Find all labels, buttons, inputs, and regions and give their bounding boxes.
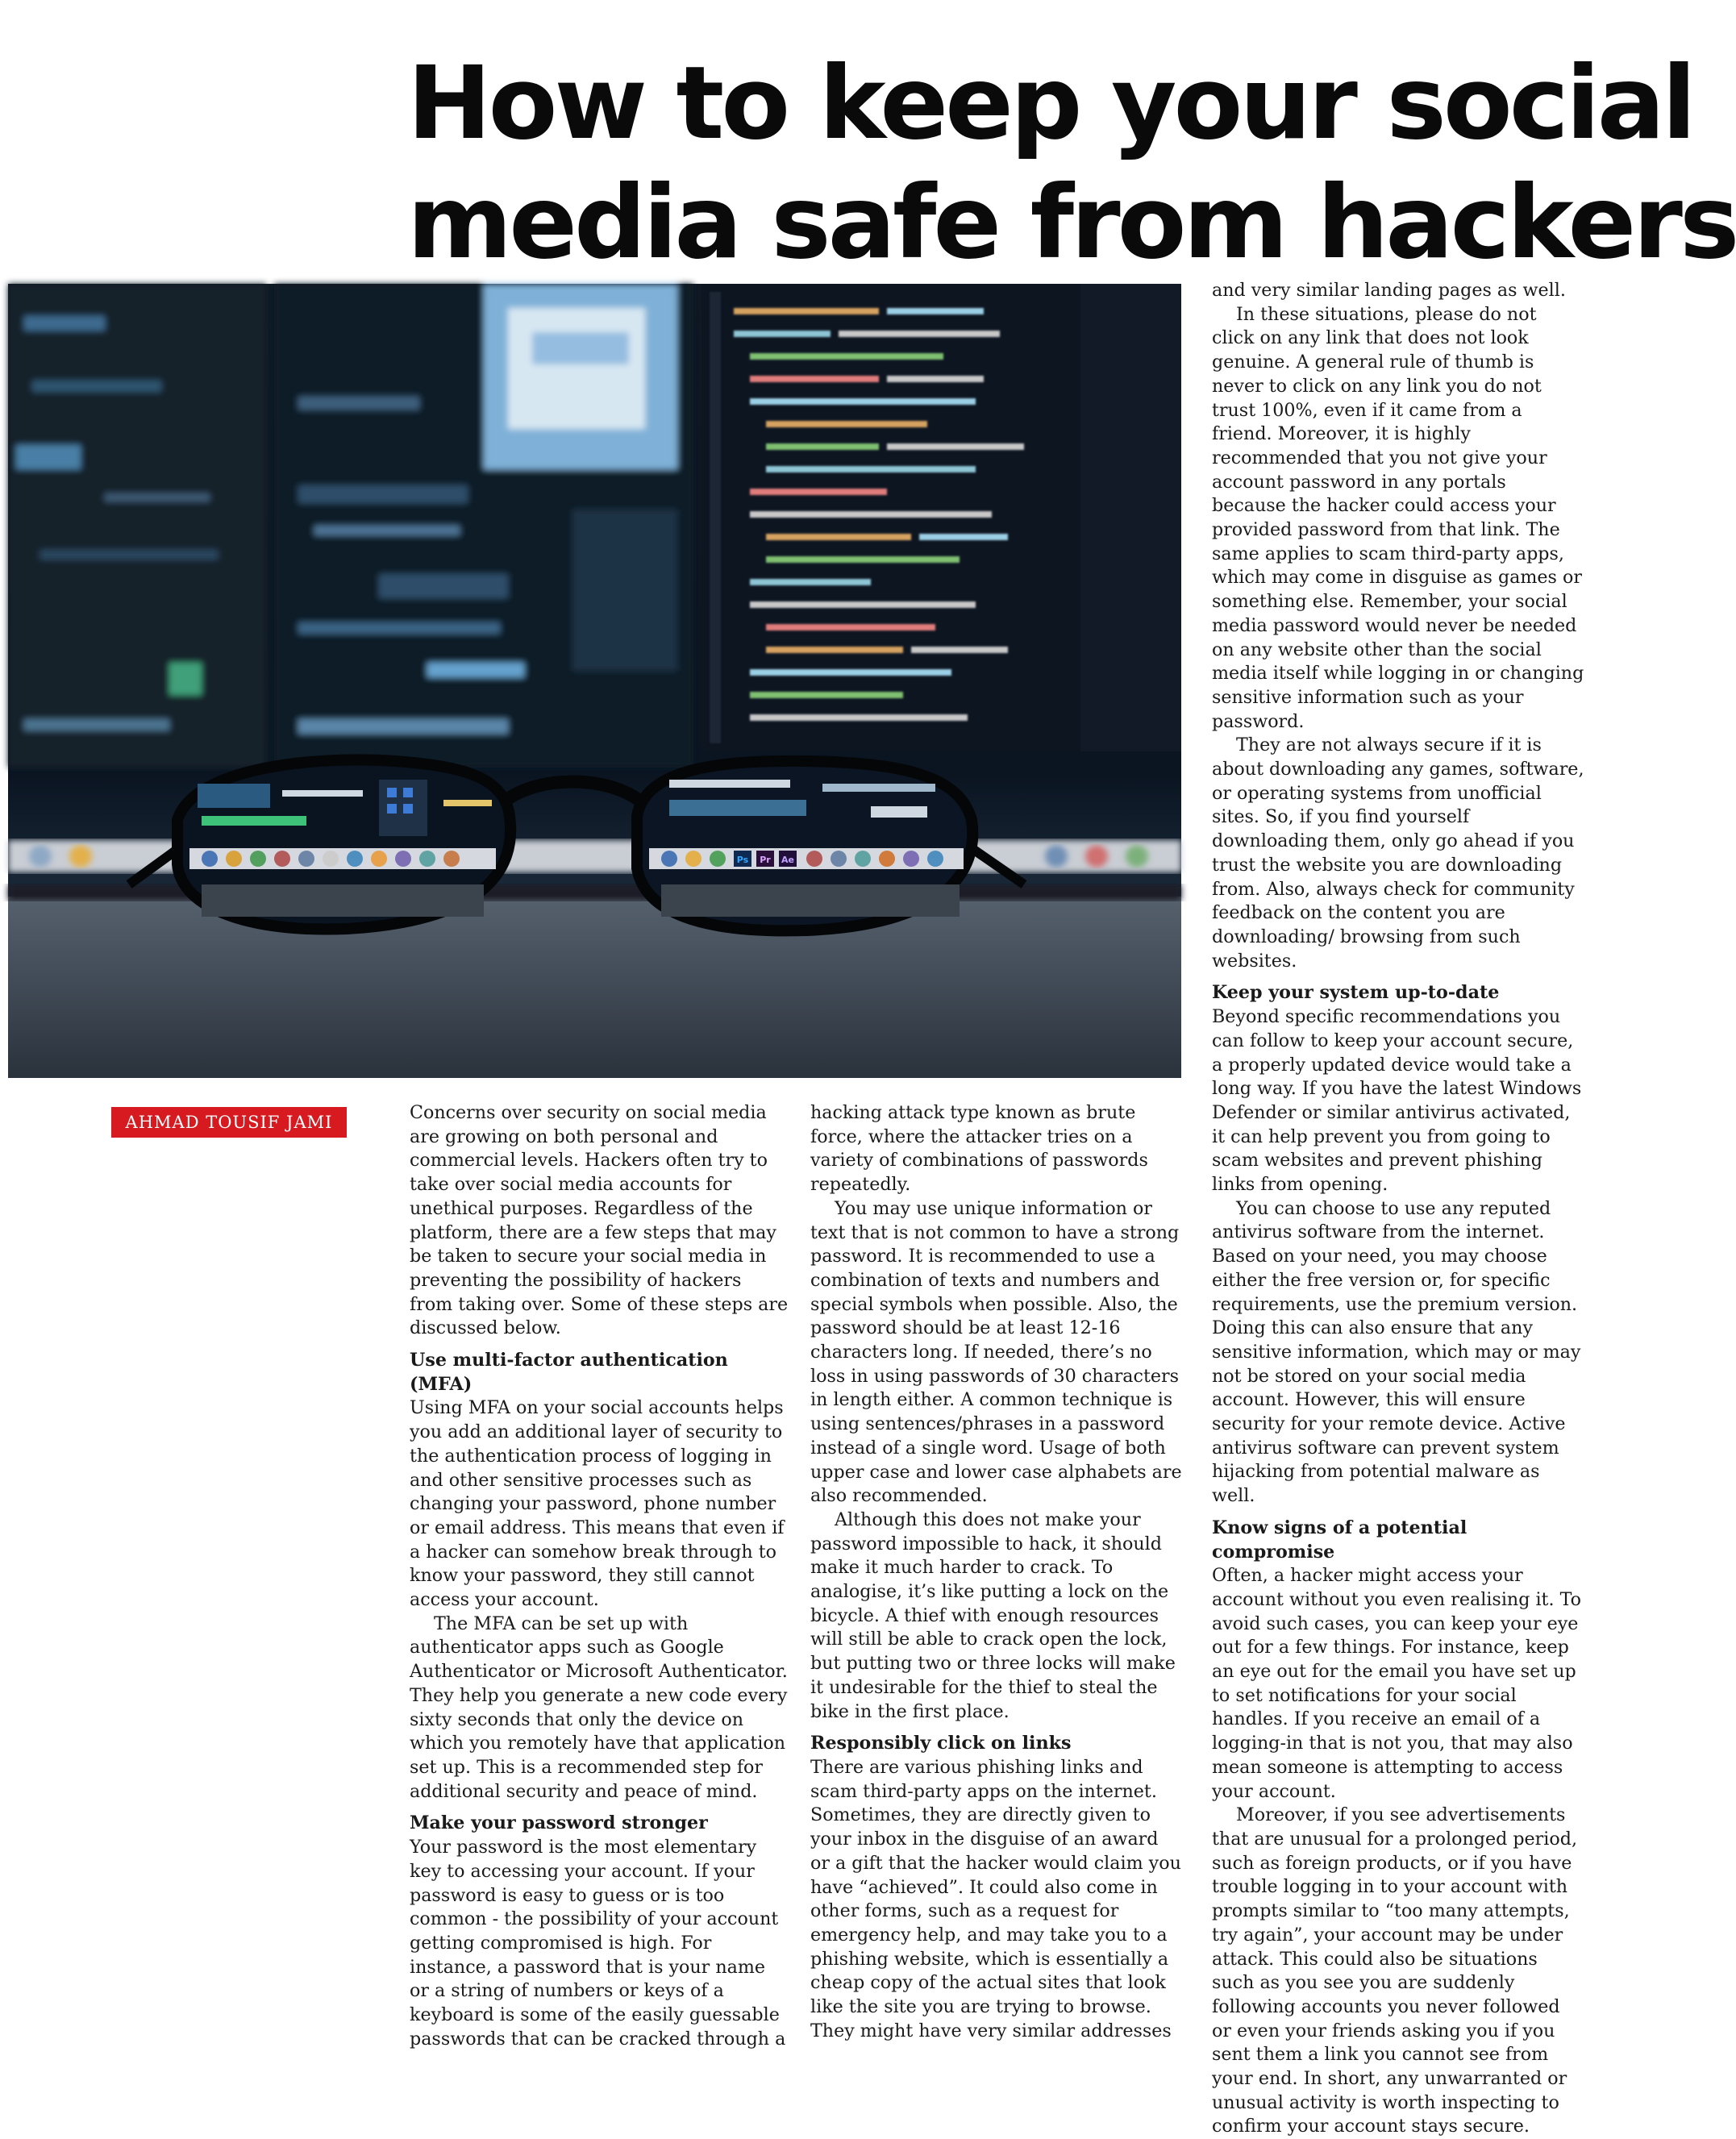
paragraph: You can choose to use any reputed antivirus software from the internet. Based on your need, you may choose either the free version or, for specific requirements, use the premium version. Doing this can also ensure that any sensitive information, which may or may not be stored on your social media account. However, this will ensure security for your remote device. Active antivirus software can prevent system hijacking from potential malware as well. xyxy=(1212,1197,1581,1507)
after-effects-app-label: Ae xyxy=(781,855,794,865)
paragraph: Beyond specific recommendations you can follow to keep your account secure, a properly updated device would take a long way. If you have the latest Windows Defender or similar antivirus activated, it can help prevent you from going to scam websites and prevent phishing links from opening. xyxy=(1212,1006,1582,1196)
paragraph: The MFA can be set up with authenticator apps such as Google Authenticator or Microsoft Authenticator. They help you generate a new code every sixty seconds that only the device on which you remotely have that application set up. This is a recommended step for additional security and peace of mind. xyxy=(410,1613,788,1802)
subhead-links: Responsibly click on links xyxy=(810,1733,1072,1754)
paragraph: and very similar landing pages as well. xyxy=(1212,280,1566,301)
subhead-signs: Know signs of a potential compromise xyxy=(1212,1517,1467,1563)
article-column-1 xyxy=(410,1101,789,2051)
author-byline: AHMAD TOUSIF JAMI xyxy=(111,1107,347,1138)
paragraph: hacking attack type known as brute force, where the attacker tries on a variety of combinations of passwords repeatedly. xyxy=(810,1102,1148,1196)
premiere-app-label: Pr xyxy=(760,855,771,865)
paragraph: They are not always secure if it is about downloading any games, software, or operating systems from unofficial sites. So, if you find yourself downloading them, only go ahead if you trust the website you are downloading from. Also, always check for community feedback on the content you are downloading/ browsing from such websites. xyxy=(1212,735,1584,972)
subhead-mfa: Use multi-factor authentication (MFA) xyxy=(410,1350,728,1395)
subhead-password: Make your password stronger xyxy=(410,1812,708,1834)
paragraph: Moreover, if you see advertisements that are unusual for a prolonged period, such as foreign products, or if you have trouble logging in to your account with prompts similar to “too many attempts, try again”, your account may be under attack. This could also be situations such as you see you are suddenly following accounts you never followed or even your friends asking you if you sent them a link you cannot see from your end. In short, any unwarranted or unusual activity is worth inspecting to confirm your account stays secure. xyxy=(1212,1804,1578,2137)
paragraph: Using MFA on your social accounts helps you add an additional layer of security to the authentication process of logging in and other sensitive processes such as changing your password, phone number or email address. This means that even if a hacker can somehow break through to know your password, they still cannot access your account. xyxy=(410,1397,785,1611)
paragraph: Often, a hacker might access your account without you even realising it. To avoid such cases, you can keep your eye out for a few things. For instance, keep an eye out for the email you have set up to set notifications for your social handles. If you receive an email of a logging-in that is not you, that may also mean someone is attempting to access your account. xyxy=(1212,1565,1582,1802)
paragraph: In these situations, please do not click on any link that does not look genuine. A general rule of thumb is never to click on any link you do not trust 100%, even if it came from a friend. Moreover, it is highly recommended that you not give your account password in any portals because the hacker could access your provided password from that link. The same applies to scam third-party apps, which may come in disguise as games or something else. Remember, your social media password would never be needed on any website other than the social media itself while logging in or changing sensitive information such as your password. xyxy=(1212,303,1584,732)
paragraph: There are various phishing links and scam third-party apps on the internet. Sometimes, they are directly given to your inbox in the disguise of an award or a gift that the hacker would claim you have “achieved”. It could also come in other forms, such as a request for emergency help, and may take you to a phishing website, which is essentially a cheap copy of the actual sites that look like the site you are trying to browse. They might have very similar addresses xyxy=(810,1756,1181,2041)
article-column-2 xyxy=(810,1101,1183,2043)
paragraph: You may use unique information or text that is not common to have a strong password. It is recommended to use a combination of texts and numbers and special symbols when possible. Also, the password should be at least 12-16 characters long. If needed, there’s no loss in using passwords of 30 characters in length either. A common technique is using sentences/phrases in a password instead of a single word. Usage of both upper case and lower case alphabets are also recommended. xyxy=(810,1197,1182,1507)
paragraph: Although this does not make your password impossible to hack, it should make it much harder to crack. To analogise, it’s like putting a lock on the bicycle. A thief with enough resources will still be able to crack open the lock, but putting two or three locks will make it undesirable for the thief to steal the bike in the first place. xyxy=(810,1509,1176,1722)
glasses-on-code-monitor-photo-icon xyxy=(8,284,1181,1078)
article-headline xyxy=(407,44,1736,283)
photoshop-app-label: Ps xyxy=(736,855,749,865)
subhead-update: Keep your system up-to-date xyxy=(1212,982,1500,1004)
headline-line-2: media safe from hackers xyxy=(407,164,1736,281)
paragraph: Your password is the most elementary key to accessing your account. If your password is easy to guess or is too common - the possibility of your account getting compromised is high. For instance, a password that is your name or a string of numbers or keys of a keyboard is some of the easily guessable passwords that can be cracked through a xyxy=(410,1837,786,2050)
article-column-3 xyxy=(1212,279,1584,2139)
article-photo xyxy=(8,284,1181,1078)
headline-line-1: How to keep your social xyxy=(407,45,1693,162)
intro-paragraph: Concerns over security on social media are growing on both personal and commercial levels. Hackers often try to take over social media accounts for unethical purposes. Regardless of the platform, there are a few steps that may be taken to secure your social media in preventing the possibility of hackers from taking over. Some of these steps are discussed below. xyxy=(410,1102,789,1339)
